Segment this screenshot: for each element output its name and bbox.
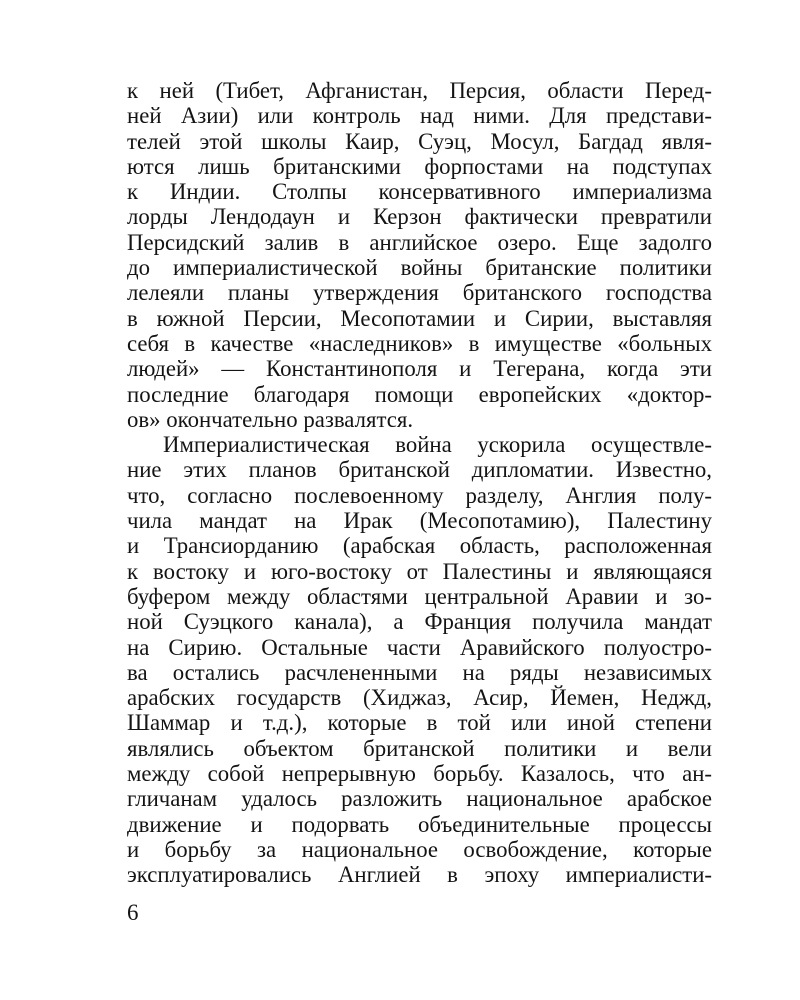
text-line: и Трансиорданию (арабская область, расположенная: [127, 533, 712, 559]
text-line: к Индии. Столпы консервативного империализма: [127, 179, 712, 205]
text-line: телей этой школы Каир, Суэц, Мосул, Багдад явля-: [127, 128, 712, 154]
text-line: ней Азии) или контроль над ними. Для представи-: [127, 103, 712, 129]
text-line: ние этих планов британской дипломатии. Известно,: [127, 457, 712, 483]
text-line: к ней (Тибет, Афганистан, Персия, области Перед-: [127, 78, 712, 103]
text-line: что, согласно послевоенному разделу, Англия полу-: [127, 482, 712, 508]
text-line: являлись объектом британской политики и вели: [127, 735, 712, 761]
text-line: на Сирию. Остальные части Аравийского полуостро-: [127, 634, 712, 660]
text-line: ов» окончательно развалятся.: [127, 406, 414, 432]
text-line: арабских государств (Хиджаз, Асир, Йемен, Неджд,: [127, 685, 712, 711]
text-line: между собой непрерывную борьбу. Казалось, что ан-: [127, 761, 712, 787]
text-line: в южной Персии, Месопотамии и Сирии, выставляя: [127, 305, 712, 331]
text-line: к востоку и юго-востоку от Палестины и являющаяся: [127, 558, 712, 584]
text-line: лелеяли планы утверждения британского господства: [127, 280, 712, 306]
text-line: лорды Лендодаун и Керзон фактически превратили: [127, 204, 712, 230]
text-line: Империалистическая война ускорила осуществле-: [163, 432, 712, 458]
body-text: [127, 78, 712, 888]
paragraph: [127, 432, 712, 887]
text-line: гличанам удалось разложить национальное арабское: [127, 786, 712, 812]
text-line: ва остались расчлененными на ряды независимых: [127, 659, 712, 685]
text-line: последние благодаря помощи европейских «доктор-: [127, 381, 712, 407]
text-line: и борьбу за национальное освобождение, которые: [127, 836, 712, 862]
text-line: ются лишь британскими форпостами на подступах: [127, 153, 712, 179]
text-line: себя в качестве «наследников» в имуществе «больных: [127, 330, 712, 356]
text-line: чила мандат на Ирак (Месопотамию), Палестину: [127, 508, 712, 534]
text-line: буфером между областями центральной Аравии и зо-: [127, 583, 712, 609]
text-line: до империалистической войны британские политики: [127, 255, 712, 281]
text-line: Персидский залив в английское озеро. Еще задолго: [127, 229, 712, 255]
text-line: движение и подорвать объединительные процессы: [127, 811, 712, 837]
text-line: Шаммар и т.д.), которые в той или иной степени: [127, 710, 712, 736]
paragraph: [127, 78, 712, 432]
text-line: ной Суэцкого канала), а Франция получила мандат: [127, 609, 712, 635]
text-line: эксплуатировались Англией в эпоху империалисти-: [127, 862, 712, 888]
page-number: 6: [127, 900, 139, 925]
text-line: людей» — Константинополя и Тегерана, когда эти: [127, 356, 712, 382]
